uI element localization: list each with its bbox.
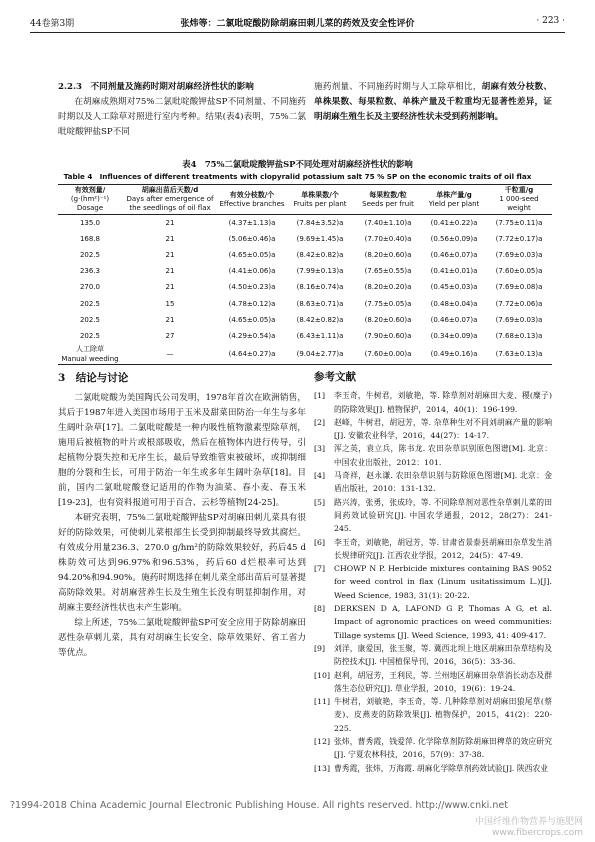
reference-item <box>314 389 552 416</box>
reference-item <box>314 469 552 496</box>
table-cell: (8.63±0.71)a <box>296 299 344 308</box>
table-row <box>58 263 552 279</box>
reference-number: [3] <box>314 444 326 454</box>
table-cell: (7.99±0.13)a <box>296 267 344 276</box>
table-row <box>58 231 552 247</box>
references-heading: 参考文献 <box>314 371 356 383</box>
reference-number: [9] <box>314 643 326 653</box>
table-cell: (8.20±0.60)a <box>364 315 412 324</box>
table-row <box>58 247 552 263</box>
table-cell: (0.41±0.01)a <box>430 267 478 276</box>
table-cell: (4.78±0.12)a <box>228 299 276 308</box>
table-row <box>58 344 552 365</box>
reference-number: [4] <box>314 471 326 481</box>
page-number: · 223 · <box>536 16 565 26</box>
table-cell: 270.0 <box>79 283 101 292</box>
watermark-url: www.fibercrops.com <box>492 828 583 838</box>
table-cell: (7.69±0.08)a <box>495 283 543 292</box>
reference-text: 刘洋，康爱国，张玉聚，等. 冀西北坝上地区胡麻田杂草结构及防控技术[J]. 中国植保导刊，2016，36(5)：33-36. <box>334 643 552 667</box>
references <box>314 371 552 775</box>
table-cell: (0.46±0.07)a <box>430 315 478 324</box>
table-cell: (7.60±0.05)a <box>495 267 543 276</box>
reference-number: [5] <box>314 497 326 507</box>
table-cell: 人工除草 Manual weeding <box>58 344 122 365</box>
table-row <box>58 312 552 328</box>
table-cell: (4.37±1.13)a <box>228 218 276 227</box>
table-cell: (7.65±0.55)a <box>364 267 412 276</box>
table-caption-cn: 表4 75%二氯吡啶酸钾盐SP不同处理对胡麻经济性状的影响 <box>182 159 413 169</box>
reference-text: 赵峰，牛树君，胡冠芳，等. 杂草种生对不同刘胡麻产量的影响[J]. 安徽农业科学，2016，44(27)：14-17. <box>334 417 552 441</box>
reference-number: [10] <box>314 670 331 680</box>
table-cell: (4.65±0.05)a <box>228 250 276 259</box>
table-cell: (0.41±0.22)a <box>430 218 478 227</box>
table-cell: (0.49±0.16)a <box>422 344 486 365</box>
reference-text: 李玉奇，牛树君，刘敏艳，等. 除草剂对胡麻田大麦、稷(糜子)的防除效果[J]. 植物保护，2014，40(1)：196-199. <box>334 391 552 414</box>
table-cell: (7.63±0.13)a <box>486 344 552 365</box>
table-header: 每果粒数/粒 Seeds per fruit <box>354 185 422 215</box>
table-cell: 27 <box>165 331 175 340</box>
table-cell: 202.5 <box>79 331 101 340</box>
reference-item <box>314 536 552 563</box>
table-cell: 168.8 <box>79 234 101 243</box>
reference-item <box>314 695 552 735</box>
table-cell: (7.72±0.06)a <box>495 299 543 308</box>
table-cell: 21 <box>165 218 175 227</box>
reference-item <box>314 562 552 602</box>
table-cell: 21 <box>165 315 175 324</box>
table-row <box>58 328 552 344</box>
table-header: 千粒重/g 1 000-seed weight <box>486 185 552 215</box>
table-cell: 21 <box>165 283 175 292</box>
table-cell: (7.69±0.03)a <box>495 250 543 259</box>
table-cell: (4.29±0.54)a <box>228 331 276 340</box>
table-cell: 21 <box>165 267 175 276</box>
section-heading: 2.2.3 不同剂量及施药时期对胡麻经济性状的影响 <box>58 82 254 92</box>
table-cell: (7.68±0.13)a <box>495 331 543 340</box>
reference-text: 牛树君，刘敏艳，李玉奇，等. 几种除草剂对胡麻田狼尾草(蔡麦)、皮燕麦的防除效果[J]. 植物保护，2015，41(2)：220-225. <box>334 697 552 733</box>
table-cell: 21 <box>165 234 175 243</box>
table-cell: (8.20±0.20)a <box>364 283 412 292</box>
reference-text: 张炜，曹秀霞，钱爱萍. 化学除草剂防除胡麻田稗草的效应研究[J]. 宁夏农林科技，2016，57(9)：37-38. <box>334 737 552 760</box>
reference-text: DERKSEN D A, LAFOND G P, Thomas A G, et al. Impact of agronomic practices on weed communities: Tillage systems [J]. Weed Science, 1993, 41: 409-417. <box>334 604 552 640</box>
table-header: 单株产量/g Yield per plant <box>422 185 486 215</box>
table-cell: (9.04±2.77)a <box>286 344 354 365</box>
table-cell: (0.46±0.07)a <box>430 250 478 259</box>
table-header-row <box>58 185 552 215</box>
running-header <box>30 14 565 30</box>
table-cell: 135.0 <box>79 218 101 227</box>
reference-item <box>314 669 552 696</box>
table-cell: (8.42±0.82)a <box>296 250 344 259</box>
table-row <box>58 215 552 231</box>
reference-number: [6] <box>314 537 326 547</box>
section-paragraph: 在胡麻成熟期对75%二氯吡啶酸钾盐SP不同剂量、不同施药时期以及人工除草对照进行室内考种。结果(表4)表明，75%二氯吡啶酸钾盐SP不同 <box>58 97 306 137</box>
table-cell: (7.72±0.17)a <box>495 234 543 243</box>
table-header: 单株果数/个 Fruits per plant <box>286 185 354 215</box>
reference-item <box>314 602 552 642</box>
header-rule <box>30 32 565 33</box>
reference-text: 赵利，胡冠芳，王利民，等. 兰州地区胡麻田杂草消长动态及群落生态位研究[J]. 草业学报，2010，19(6)：19-24. <box>334 670 552 693</box>
table-cell: (9.69±1.45)a <box>296 234 344 243</box>
reference-text: 李玉奇，刘敏艳，胡冠芳，等. 甘肃省景泰县胡麻田杂草发生消长规律研究[J]. 江西农业学报，2012，24(5)：47-49. <box>334 537 552 560</box>
section-paragraph: 综上所述，75%二氯吡啶酸钾盐SP可安全应用于防除胡麻田恶性杂草刺儿菜，具有对胡麻生长安全、除草效果好、省工省力等优点。 <box>58 618 306 658</box>
reference-item <box>314 442 552 469</box>
table-cell: 15 <box>165 299 175 308</box>
table-cell: (7.75±0.11)a <box>495 218 543 227</box>
reference-number: [2] <box>314 417 326 427</box>
table-header: 有效分枝数/个 Effective branches <box>218 185 286 215</box>
table-cell: (7.70±0.40)a <box>364 234 412 243</box>
table-cell: (7.69±0.03)a <box>495 315 543 324</box>
table-cell: (0.56±0.09)a <box>430 234 478 243</box>
table-cell: (7.40±1.10)a <box>364 218 412 227</box>
economic-traits-table <box>58 184 552 365</box>
table-cell: (7.90±0.60)a <box>364 331 412 340</box>
reference-text: CHOWP N P. Herbicide mixtures containing BAS 9052 for weed control in flax (Linum usitatissimum L.)[J]. Weed Science, 1983, 31(1): 20-22. <box>334 564 552 600</box>
reference-text: 曹秀霞，张炜，万海霞. 胡麻化学除草剂药效试验[J]. 陕西农业 <box>334 763 549 773</box>
table-cell: (8.16±0.74)a <box>296 283 344 292</box>
journal-volume: 44卷第3期 <box>30 19 75 29</box>
table-cell: 236.3 <box>79 267 101 276</box>
reference-item <box>314 416 552 443</box>
section-heading: 3 结论与讨论 <box>58 372 129 384</box>
table-cell: (4.64±0.27)a <box>218 344 286 365</box>
table-cell: (7.60±0.00)a <box>354 344 422 365</box>
table-header: 胡麻出苗后天数/d Days after emergence of the seedlings of oil flax <box>122 185 218 215</box>
reference-number: [1] <box>314 391 326 401</box>
reference-text: 路兴涛，张勇，张成玲，等. 不同除草剂对恶性杂草刺儿菜的田间药效试验研究[J]. 中国农学通报，2012，28(27)：241-245. <box>334 497 552 534</box>
reference-number: [8] <box>314 604 326 614</box>
table-cell: (4.65±0.05)a <box>228 315 276 324</box>
paragraph-continuation: 施药剂量、不同施药时期与人工除草相比， <box>314 82 482 92</box>
table-cell: (6.43±1.11)a <box>296 331 344 340</box>
table-cell: (7.84±3.52)a <box>296 218 344 227</box>
section-paragraph: 二氯吡啶酸为美国陶氏公司发明，1978年首次在欧洲销售，其后于1987年进入美国市场用于玉米及甜菜田防治一年生与多年生阔叶杂草[17]。二氯吡啶酸是一种内吸性植物激素型除草剂，施用后被植物的叶片或根部吸收，然后在植物体内进行传导，引起植物分裂失控和无序生长，最后导致维管束被破坏，或抑制细胞的分裂和生长，可用于防治一年生或多年生阔叶杂草[18]。目前，国内二氯吡啶酸登记适用的作物为油菜、春小麦、春玉米[19-23]，也有资料报道可用于百合、云杉等植物[24-25]。 <box>58 393 306 508</box>
table-cell: 202.5 <box>79 250 101 259</box>
table-cell: (0.48±0.04)a <box>430 299 478 308</box>
table-header: 有效剂量/ (g·(hm²)⁻¹) Dosage <box>58 185 122 215</box>
table-cell: (4.50±0.23)a <box>228 283 276 292</box>
section-3-conclusions <box>58 371 306 661</box>
watermark <box>475 817 583 839</box>
table-row <box>58 279 552 295</box>
copyright-footer: ?1994-2018 China Academic Journal Electronic Publishing House. All rights reserved. http://www.cnki.net <box>10 800 508 811</box>
reference-number: [7] <box>314 564 326 574</box>
table-cell: 21 <box>165 250 175 259</box>
running-title: 张炜等：二氯吡啶酸防除胡麻田刺儿菜的药效及安全性评价 <box>180 19 415 29</box>
reference-text: 马奇祥，赵永谦. 农田杂草识别与防除原色图谱[M]. 北京：金盾出版社，2010：131-132. <box>334 471 552 494</box>
table-caption-en: Table 4 Influences of different treatments with clopyralid potassium salt 75 % SP on the economic traits of oil flax <box>63 172 532 181</box>
reference-item <box>314 642 552 669</box>
reference-text: 浑之英，袁立兵，陈书龙. 农田杂草识别原色图谱[M]. 北京：中国农业出版社，2012：101. <box>334 444 552 467</box>
table-cell: 202.5 <box>79 315 101 324</box>
reference-item <box>314 762 552 775</box>
reference-number: [12] <box>314 737 331 747</box>
reference-item <box>314 735 552 762</box>
table-cell: (8.42±0.82)a <box>296 315 344 324</box>
table-cell: (5.06±0.46)a <box>228 234 276 243</box>
paragraph-emphasis: 胡麻有效分枝数、单株果数、每果粒数、单株产量及千粒重均无显著性差异，证明胡麻生殖生长及主要经济性状未受到药剂影响。 <box>314 82 552 122</box>
table-row <box>58 295 552 311</box>
section-paragraph: 本研究表明，75%二氯吡啶酸钾盐SP对胡麻田刺儿菜具有很好的防除效果，可使刺儿菜根部生长受到抑制最终导致其腐烂。有效成分用量236.3、270.0 g/hm²的防除效果较好，药后45 d株防效可达到96.97%和96.53%，药后60 d烂根率可达到94.20%和94.90%。施药时期选择在刺儿菜全部出苗后可显著提高防除效果。对胡麻营养生长及生殖生长没有明显抑制作用，对胡麻主要经济性状也未产生影响。 <box>58 513 306 613</box>
watermark-text: 中国纤维作物营养与施肥网 <box>474 817 583 827</box>
reference-item <box>314 496 552 536</box>
reference-number: [13] <box>314 763 331 773</box>
table-cell: (0.45±0.03)a <box>430 283 478 292</box>
section-2-2-3-right <box>314 80 552 125</box>
table-cell: — <box>122 344 218 365</box>
section-2-2-3-left <box>58 80 306 140</box>
reference-number: [11] <box>314 697 331 707</box>
table-cell: 202.5 <box>79 299 101 308</box>
table-cell: (8.20±0.60)a <box>364 250 412 259</box>
table-cell: (0.34±0.09)a <box>430 331 478 340</box>
table-cell: (7.75±0.05)a <box>364 299 412 308</box>
table-cell: (4.41±0.06)a <box>228 267 276 276</box>
